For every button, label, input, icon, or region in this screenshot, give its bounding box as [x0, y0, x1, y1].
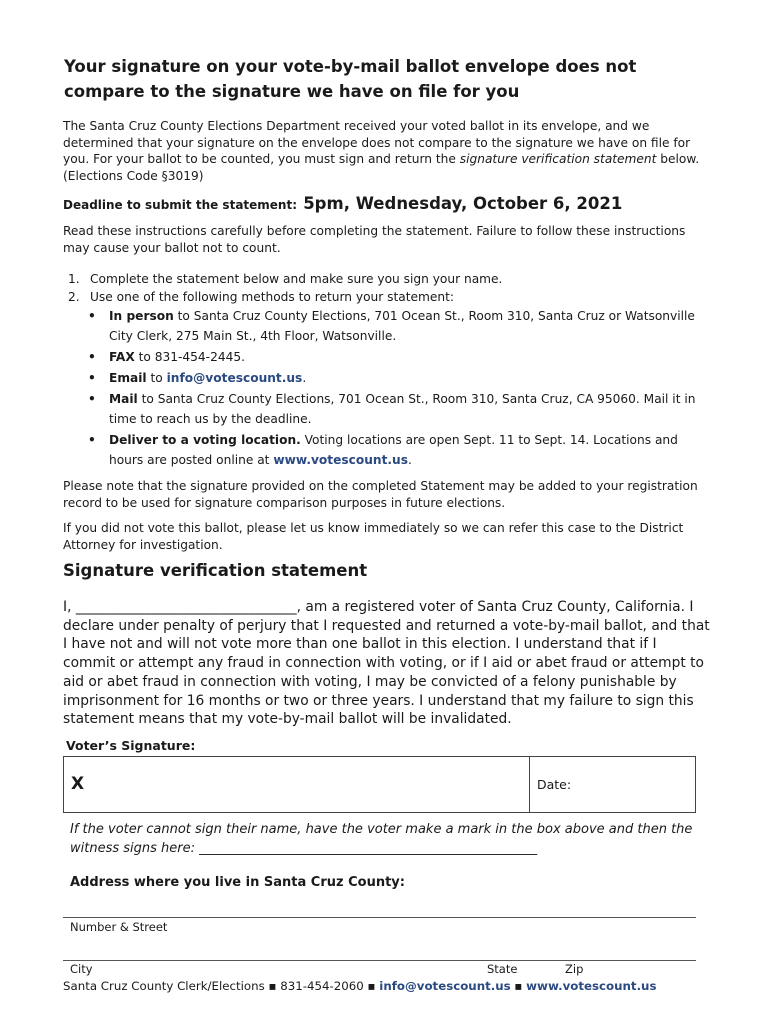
footer: [63, 979, 656, 993]
deadline-label: Deadline to submit the statement:: [63, 198, 298, 212]
intro-text-2: below. (Elections Code §3019): [63, 152, 700, 183]
witness-instructions: If the voter cannot sign their name, have the voter make a mark in the box above and then the witness signs here: ____________________________________________________: [70, 822, 693, 856]
street-line[interactable]: [63, 917, 696, 918]
footer-text: Santa Cruz County Clerk/Elections ▪ 831-454-2060 ▪: [63, 979, 380, 993]
step-2: [68, 289, 708, 307]
statement-heading: Signature verification statement: [63, 561, 368, 580]
step-text: Use one of the following methods to return your statement:: [90, 289, 455, 304]
method-text-end: .: [302, 371, 307, 385]
bullet-icon: •: [88, 371, 96, 385]
method-label: Deliver to a voting location.: [109, 433, 301, 447]
address-label: Address where you live in Santa Cruz County:: [70, 875, 405, 890]
return-methods-list: [88, 306, 708, 471]
method-label: FAX: [109, 350, 135, 364]
bullet-icon: •: [88, 350, 96, 364]
method-text: Voting locations are open Sept. 11 to Sept. 14. Locations and hours are posted online at: [109, 433, 678, 467]
method-text: to: [146, 371, 167, 385]
method-in-person: [88, 306, 708, 346]
footer-separator: ▪: [510, 979, 527, 993]
method-label: Mail: [109, 392, 138, 406]
street-label: Number & Street: [70, 920, 168, 934]
email-link[interactable]: info@votescount.us: [166, 371, 303, 385]
step-number: 2.: [68, 289, 80, 304]
website-link[interactable]: www.votescount.us: [273, 453, 408, 467]
bullet-icon: •: [88, 433, 96, 447]
steps-list: [68, 271, 708, 306]
signature-divider: [529, 757, 530, 812]
zip-label: Zip: [565, 962, 584, 976]
intro-emphasis: signature verification statement: [459, 152, 657, 167]
city-line[interactable]: [63, 960, 696, 961]
method-text: to 831-454-2445.: [134, 350, 245, 364]
state-label: State: [487, 962, 518, 976]
method-email: [88, 368, 708, 388]
deadline-value: 5pm, Wednesday, October 6, 2021: [303, 194, 623, 213]
method-mail: [88, 389, 708, 429]
bullet-icon: •: [88, 392, 96, 406]
method-fax: [88, 347, 708, 367]
method-text: to Santa Cruz County Elections, 701 Ocean St., Room 310, Santa Cruz or Watsonville City Clerk, 275 Main St., 4th Floor, Watsonville.: [109, 309, 695, 343]
step-1: [68, 271, 708, 289]
signature-box[interactable]: [63, 756, 696, 813]
footer-website-link[interactable]: www.votescount.us: [526, 979, 657, 993]
deadline: [63, 194, 622, 213]
instructions-paragraph: Read these instructions carefully before completing the statement. Failure to follow these instructions may cause your ballot not to count.: [63, 224, 686, 255]
note-signature-record: Please note that the signature provided on the completed Statement may be added to your registration record to be used for signature comparison purposes in future elections.: [63, 479, 698, 510]
method-label: Email: [109, 371, 147, 385]
statement-body: I, ________________________________, am a registered voter of Santa Cruz County, California. I declare under penalty of perjury that I requested and returned a vote-by-mail ballot, and that I have not and will not vote more than one ballot in this election. I understand that if I commit or attempt any fraud in connection with voting, or if I aid or abet fraud or attempt to aid or abet fraud in connection with voting, I may be convicted of a felony punishable by imprisonment for 16 months or two or three years. I understand that my failure to sign this statement means that my vote-by-mail ballot will be invalidated.: [63, 599, 710, 728]
intro-paragraph: [63, 118, 713, 184]
method-text-end: .: [407, 453, 412, 467]
date-label: Date:: [537, 777, 572, 792]
city-label: City: [70, 962, 93, 976]
signature-mark: X: [71, 774, 85, 794]
footer-email-link[interactable]: info@votescount.us: [379, 979, 511, 993]
note-district-attorney: If you did not vote this ballot, please let us know immediately so we can refer this case to the District Attorney for investigation.: [63, 521, 684, 552]
voter-signature-label: Voter’s Signature:: [66, 738, 196, 753]
intro-text-1: The Santa Cruz County Elections Department received your voted ballot in its envelope, and we determined that your signature on the envelope does not compare to the signature we have on file for you. For your ballot to be counted, you must sign and return the: [63, 119, 691, 167]
method-deliver: [88, 430, 708, 470]
step-number: 1.: [68, 272, 80, 286]
step-text: Complete the statement below and make sure you sign your name.: [90, 272, 503, 286]
method-label: In person: [109, 309, 174, 323]
bullet-icon: •: [88, 309, 96, 323]
page-title: Your signature on your vote-by-mail ballot envelope does not compare to the signature we have on file for you: [64, 57, 637, 101]
method-text: to Santa Cruz County Elections, 701 Ocean St., Room 310, Santa Cruz, CA 95060. Mail it in time to reach us by the deadline.: [109, 392, 696, 426]
